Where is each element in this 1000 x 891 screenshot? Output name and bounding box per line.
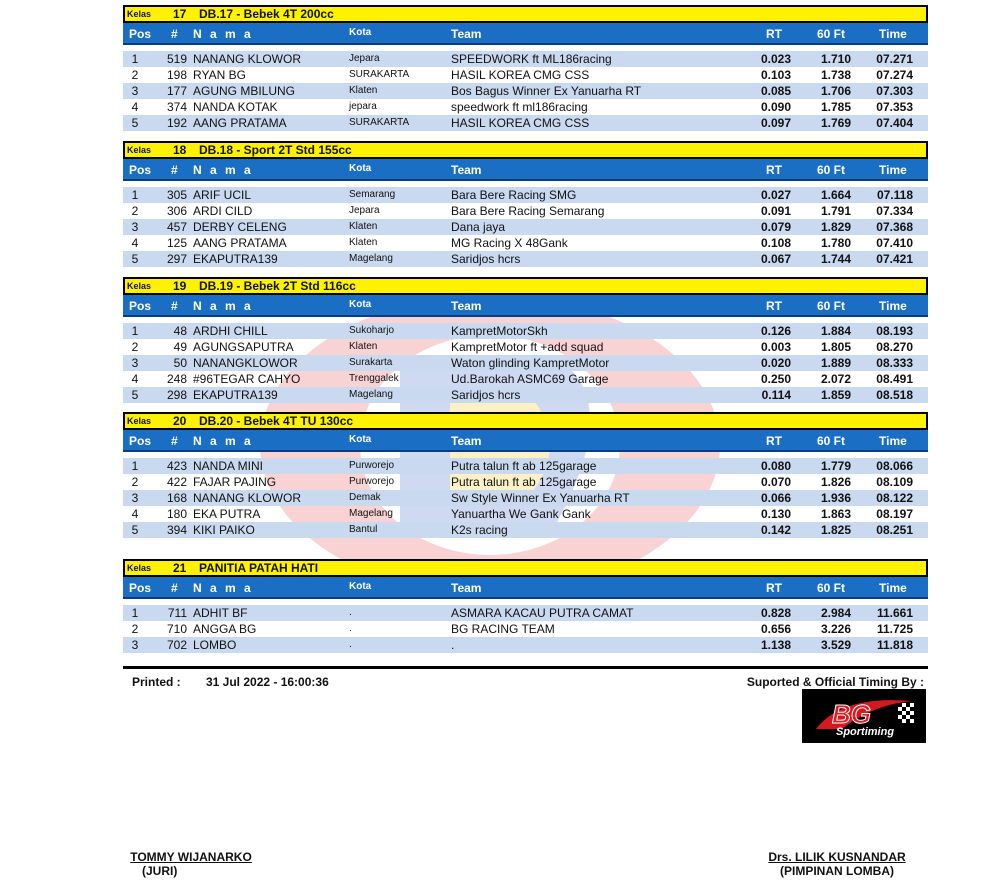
cell-name: KIKI PAIKO	[193, 523, 255, 537]
cell-kota: Bantul	[349, 524, 378, 535]
cell-rt: 0.126	[760, 324, 791, 338]
column-header-team: Team	[451, 581, 482, 595]
cell-pos: 5	[131, 252, 139, 266]
column-header-name: N a m a	[193, 434, 254, 448]
cell-name: AANG PRATAMA	[193, 116, 287, 130]
column-header-time: Time	[879, 299, 907, 313]
cell-name: ADHIT BF	[193, 606, 248, 620]
cell-name: EKAPUTRA139	[193, 252, 278, 266]
cell-rt: 0.085	[760, 84, 791, 98]
column-header-team: Team	[451, 27, 482, 41]
cell-time: 07.410	[876, 236, 913, 250]
footer-divider	[123, 666, 928, 669]
cell-ft: 1.884	[820, 324, 851, 338]
cell-no: 49	[173, 340, 187, 354]
cell-no: 248	[166, 372, 187, 386]
column-header-kota: Kota	[349, 27, 372, 38]
printed-label: Printed :	[132, 675, 181, 689]
results-rows	[123, 51, 928, 131]
cell-name: ARDI CILD	[193, 204, 253, 218]
cell-time: 07.334	[876, 204, 913, 218]
cell-time: 11.818	[876, 638, 913, 652]
kelas-label: Kelas	[127, 9, 152, 19]
cell-team: Dana jaya	[451, 220, 506, 234]
cell-no: 50	[173, 356, 187, 370]
cell-time: 08.122	[876, 491, 913, 505]
cell-time: 08.197	[876, 507, 913, 521]
cell-kota: Jepara	[349, 205, 380, 216]
cell-ft: 1.936	[820, 491, 851, 505]
cell-pos: 4	[131, 100, 139, 114]
pimpinan-name: Drs. LILIK KUSNANDAR	[768, 850, 906, 864]
cell-pos: 1	[131, 606, 139, 620]
cell-kota: Magelang	[349, 253, 393, 264]
cell-ft: 1.889	[820, 356, 851, 370]
cell-ft: 3.226	[820, 622, 851, 636]
column-header-pos: Pos	[129, 27, 152, 41]
table-row	[123, 355, 928, 371]
cell-team: MG Racing X 48Gank	[451, 236, 568, 250]
cell-time: 11.725	[876, 622, 913, 636]
cell-name: AGUNGSAPUTRA	[193, 340, 294, 354]
cell-team: HASIL KOREA CMG CSS	[451, 116, 590, 130]
cell-team: Ud.Barokah ASMC69 Garage	[451, 372, 609, 386]
cell-rt: 1.138	[760, 638, 791, 652]
cell-time: 08.270	[876, 340, 913, 354]
cell-time: 07.421	[876, 252, 913, 266]
cell-no: 422	[166, 475, 187, 489]
table-row	[123, 490, 928, 506]
cell-rt: 0.066	[760, 491, 791, 505]
cell-time: 07.303	[876, 84, 913, 98]
cell-kota: .	[349, 607, 352, 618]
pimpinan-role: (PIMPINAN LOMBA)	[780, 864, 894, 878]
cell-time: 08.066	[876, 459, 913, 473]
kelas-title: PANITIA PATAH HATI	[199, 561, 319, 575]
cell-time: 08.193	[876, 324, 913, 338]
kelas-title: DB.18 - Sport 2T Std 155cc	[199, 143, 352, 157]
kelas-header	[123, 412, 928, 430]
cell-ft: 1.769	[820, 116, 851, 130]
cell-pos: 2	[131, 340, 139, 354]
kelas-header	[123, 559, 928, 577]
table-row	[123, 99, 928, 115]
cell-name: #96TEGAR CAHYO	[193, 372, 301, 386]
table-row	[123, 621, 928, 637]
column-header-time: Time	[879, 581, 907, 595]
column-header-no: #	[171, 27, 178, 41]
cell-kota: Jepara	[349, 53, 380, 64]
kelas-number: 17	[173, 7, 187, 21]
cell-pos: 3	[131, 356, 139, 370]
cell-rt: 0.103	[760, 68, 791, 82]
column-header-ft: 60 Ft	[817, 163, 846, 177]
cell-name: NANANG KLOWOR	[193, 52, 302, 66]
cell-time: 07.271	[876, 52, 913, 66]
cell-no: 710	[166, 622, 187, 636]
cell-pos: 3	[131, 491, 139, 505]
cell-team: Saridjos hcrs	[451, 388, 521, 402]
cell-time: 08.109	[876, 475, 913, 489]
cell-no: 198	[166, 68, 187, 82]
column-header-name: N a m a	[193, 163, 254, 177]
printed-timestamp: 31 Jul 2022 - 16:00:36	[206, 675, 329, 689]
cell-name: DERBY CELENG	[193, 220, 287, 234]
cell-ft: 1.738	[820, 68, 851, 82]
kelas-label: Kelas	[127, 563, 152, 573]
cell-kota: SURAKARTA	[349, 117, 410, 128]
cell-ft: 1.829	[820, 220, 851, 234]
cell-time: 08.333	[876, 356, 913, 370]
cell-no: 394	[166, 523, 187, 537]
cell-name: ARIF UCIL	[193, 188, 252, 202]
cell-time: 07.368	[876, 220, 913, 234]
logo-mark: BG	[832, 699, 871, 729]
cell-kota: Trenggalek	[349, 373, 399, 384]
cell-ft: 1.780	[820, 236, 851, 250]
logo-subtitle: Sportiming	[836, 726, 895, 738]
kelas-label: Kelas	[127, 416, 152, 426]
class-section	[123, 277, 928, 403]
column-header-rt: RT	[766, 299, 782, 313]
table-row	[123, 51, 928, 67]
cell-no: 423	[166, 459, 187, 473]
cell-team: BG RACING TEAM	[451, 622, 555, 636]
column-header-ft: 60 Ft	[817, 581, 846, 595]
column-header-pos: Pos	[129, 581, 152, 595]
column-header-pos: Pos	[129, 299, 152, 313]
cell-team: speedwork ft ml186racing	[451, 100, 588, 114]
kelas-label: Kelas	[127, 145, 152, 155]
cell-no: 125	[166, 236, 187, 250]
cell-team: .	[451, 638, 455, 652]
kelas-label: Kelas	[127, 281, 152, 291]
cell-rt: 0.250	[760, 372, 791, 386]
kelas-number: 21	[173, 561, 187, 575]
bg-sportiming-logo	[802, 689, 926, 743]
cell-time: 08.518	[876, 388, 913, 402]
cell-rt: 0.090	[760, 100, 791, 114]
cell-ft: 1.706	[820, 84, 851, 98]
cell-name: EKAPUTRA139	[193, 388, 278, 402]
column-header-rt: RT	[766, 581, 782, 595]
column-header-ft: 60 Ft	[817, 434, 846, 448]
cell-pos: 3	[131, 638, 139, 652]
kelas-header	[123, 277, 928, 295]
cell-team: Sw Style Winner Ex Yanuarha RT	[451, 491, 630, 505]
column-header-time: Time	[879, 434, 907, 448]
cell-rt: 0.828	[760, 606, 791, 620]
column-header-no: #	[171, 299, 178, 313]
cell-no: 177	[166, 84, 187, 98]
cell-name: NANDA KOTAK	[193, 100, 278, 114]
cell-ft: 1.664	[820, 188, 851, 202]
cell-no: 457	[166, 220, 187, 234]
kelas-title: DB.17 - Bebek 4T 200cc	[199, 7, 334, 21]
cell-ft: 1.863	[820, 507, 851, 521]
table-row	[123, 637, 928, 653]
table-row	[123, 387, 928, 403]
table-row	[123, 83, 928, 99]
kelas-header	[123, 141, 928, 159]
cell-team: Bara Bere Racing SMG	[451, 188, 577, 202]
table-row	[123, 235, 928, 251]
cell-pos: 2	[131, 622, 139, 636]
cell-kota: Purworejo	[349, 476, 395, 487]
table-row	[123, 371, 928, 387]
cell-pos: 2	[131, 475, 139, 489]
table-row	[123, 605, 928, 621]
cell-no: 711	[167, 606, 187, 620]
cell-rt: 0.656	[760, 622, 791, 636]
cell-team: SPEEDWORK ft ML186racing	[451, 52, 612, 66]
column-header-kota: Kota	[349, 299, 372, 310]
cell-rt: 0.027	[760, 188, 791, 202]
cell-kota: Klaten	[349, 341, 378, 352]
cell-rt: 0.130	[760, 507, 791, 521]
cell-time: 07.118	[876, 188, 913, 202]
kelas-number: 18	[173, 143, 187, 157]
cell-ft: 1.744	[820, 252, 851, 266]
kelas-title: DB.20 - Bebek 4T TU 130cc	[199, 414, 354, 428]
pimpinan-signature	[762, 850, 912, 878]
table-row	[123, 251, 928, 267]
column-header-row	[123, 295, 928, 317]
cell-team: HASIL KOREA CMG CSS	[451, 68, 590, 82]
class-section	[123, 5, 928, 131]
cell-name: AGUNG MBILUNG	[193, 84, 296, 98]
column-header-no: #	[171, 581, 178, 595]
cell-kota: .	[349, 639, 352, 650]
cell-kota: Magelang	[349, 389, 393, 400]
cell-pos: 4	[131, 507, 139, 521]
cell-ft: 2.984	[820, 606, 851, 620]
cell-rt: 0.080	[760, 459, 791, 473]
kelas-number: 20	[173, 414, 187, 428]
timing-support-label: Suported & Official Timing By :	[746, 675, 924, 689]
table-row	[123, 203, 928, 219]
column-header-no: #	[171, 163, 178, 177]
table-row	[123, 115, 928, 131]
table-row	[123, 187, 928, 203]
cell-rt: 0.003	[760, 340, 791, 354]
cell-pos: 2	[131, 68, 139, 82]
cell-team: Putra talun ft ab 125garage	[451, 475, 597, 489]
table-row	[123, 474, 928, 490]
column-header-kota: Kota	[349, 581, 372, 592]
cell-team: KampretMotorSkh	[451, 324, 548, 338]
cell-rt: 0.079	[760, 220, 791, 234]
cell-kota: Semarang	[349, 189, 396, 200]
class-section	[123, 559, 928, 653]
cell-no: 702	[166, 638, 187, 652]
cell-time: 08.491	[876, 372, 913, 386]
cell-ft: 1.710	[820, 52, 851, 66]
column-header-team: Team	[451, 434, 482, 448]
cell-kota: Demak	[349, 492, 381, 503]
cell-ft: 1.805	[820, 340, 851, 354]
column-header-team: Team	[451, 299, 482, 313]
cell-name: ANGGA BG	[193, 622, 257, 636]
column-header-row	[123, 430, 928, 452]
cell-kota: Purworejo	[349, 460, 395, 471]
cell-ft: 1.859	[820, 388, 851, 402]
cell-ft: 1.791	[820, 204, 851, 218]
cell-time: 07.274	[876, 68, 913, 82]
column-header-name: N a m a	[193, 299, 254, 313]
cell-rt: 0.070	[760, 475, 791, 489]
results-rows	[123, 323, 928, 403]
cell-name: NANANGKLOWOR	[193, 356, 298, 370]
cell-kota: Magelang	[349, 508, 393, 519]
cell-name: EKA PUTRA	[193, 507, 261, 521]
column-header-ft: 60 Ft	[817, 299, 846, 313]
juri-role: (JURI)	[142, 864, 178, 878]
cell-kota: Klaten	[349, 237, 378, 248]
cell-name: ARDHI CHILL	[193, 324, 268, 338]
cell-kota: jepara	[349, 101, 377, 112]
cell-rt: 0.091	[760, 204, 791, 218]
cell-no: 297	[166, 252, 187, 266]
juri-signature	[126, 850, 256, 878]
cell-pos: 5	[131, 523, 139, 537]
cell-pos: 1	[131, 188, 139, 202]
cell-kota: Klaten	[349, 85, 378, 96]
cell-team: KampretMotor ft +add squad	[451, 340, 604, 354]
table-row	[123, 506, 928, 522]
cell-no: 306	[166, 204, 187, 218]
cell-no: 519	[166, 52, 187, 66]
column-header-time: Time	[879, 163, 907, 177]
column-header-row	[123, 23, 928, 45]
results-rows	[123, 605, 928, 653]
column-header-name: N a m a	[193, 581, 254, 595]
cell-kota: SURAKARTA	[349, 69, 410, 80]
cell-ft: 3.529	[820, 638, 851, 652]
cell-rt: 0.097	[760, 116, 791, 130]
column-header-kota: Kota	[349, 163, 372, 174]
column-header-pos: Pos	[129, 434, 152, 448]
column-header-no: #	[171, 434, 178, 448]
cell-rt: 0.067	[760, 252, 791, 266]
cell-team: ASMARA KACAU PUTRA CAMAT	[451, 606, 634, 620]
cell-team: Bara Bere Racing Semarang	[451, 204, 605, 218]
table-row	[123, 219, 928, 235]
cell-pos: 1	[131, 52, 139, 66]
column-header-rt: RT	[766, 27, 782, 41]
cell-no: 192	[166, 116, 187, 130]
cell-ft: 1.779	[820, 459, 851, 473]
cell-pos: 5	[131, 116, 139, 130]
column-header-name: N a m a	[193, 27, 254, 41]
cell-pos: 3	[131, 220, 139, 234]
column-header-pos: Pos	[129, 163, 152, 177]
column-header-team: Team	[451, 163, 482, 177]
cell-name: NANDA MINI	[193, 459, 264, 473]
cell-pos: 2	[131, 204, 139, 218]
cell-time: 08.251	[876, 523, 913, 537]
cell-name: LOMBO	[193, 638, 237, 652]
table-row	[123, 339, 928, 355]
cell-no: 180	[166, 507, 187, 521]
cell-name: RYAN BG	[193, 68, 246, 82]
cell-name: FAJAR PAJING	[193, 475, 277, 489]
column-header-rt: RT	[766, 434, 782, 448]
column-header-row	[123, 577, 928, 599]
cell-no: 48	[173, 324, 187, 338]
cell-kota: .	[349, 623, 352, 634]
cell-rt: 0.108	[760, 236, 791, 250]
results-rows	[123, 187, 928, 267]
cell-name: AANG PRATAMA	[193, 236, 287, 250]
table-row	[123, 323, 928, 339]
cell-rt: 0.114	[761, 388, 791, 402]
results-rows	[123, 458, 928, 538]
cell-team: Waton glinding KampretMotor	[451, 356, 610, 370]
cell-kota: Surakarta	[349, 357, 393, 368]
cell-no: 374	[166, 100, 187, 114]
cell-team: Yanuartha We Gank Gank	[451, 507, 591, 521]
cell-ft: 1.825	[820, 523, 851, 537]
cell-team: K2s racing	[451, 523, 508, 537]
cell-kota: Sukoharjo	[349, 325, 395, 336]
cell-pos: 3	[131, 84, 139, 98]
cell-rt: 0.142	[760, 523, 791, 537]
cell-time: 11.661	[876, 606, 913, 620]
cell-pos: 4	[131, 372, 139, 386]
cell-pos: 1	[131, 324, 139, 338]
cell-ft: 1.785	[820, 100, 851, 114]
kelas-number: 19	[173, 279, 187, 293]
column-header-kota: Kota	[349, 434, 372, 445]
cell-time: 07.404	[876, 116, 913, 130]
cell-name: NANANG KLOWOR	[193, 491, 302, 505]
column-header-ft: 60 Ft	[817, 27, 846, 41]
cell-rt: 0.023	[760, 52, 791, 66]
cell-pos: 4	[131, 236, 139, 250]
cell-pos: 5	[131, 388, 139, 402]
table-row	[123, 458, 928, 474]
column-header-row	[123, 159, 928, 181]
cell-no: 298	[166, 388, 187, 402]
column-header-time: Time	[879, 27, 907, 41]
kelas-header	[123, 5, 928, 23]
juri-name: TOMMY WIJANARKO	[130, 850, 252, 864]
cell-ft: 1.826	[820, 475, 851, 489]
cell-time: 07.353	[876, 100, 913, 114]
table-row	[123, 522, 928, 538]
cell-team: Saridjos hcrs	[451, 252, 521, 266]
cell-team: Putra talun ft ab 125garage	[451, 459, 597, 473]
kelas-title: DB.19 - Bebek 2T Std 116cc	[199, 279, 356, 293]
cell-no: 305	[166, 188, 187, 202]
table-row	[123, 67, 928, 83]
cell-team: Bos Bagus Winner Ex Yanuarha RT	[451, 84, 642, 98]
cell-pos: 1	[131, 459, 139, 473]
column-header-rt: RT	[766, 163, 782, 177]
cell-kota: Klaten	[349, 221, 378, 232]
cell-rt: 0.020	[760, 356, 791, 370]
class-section	[123, 141, 928, 267]
class-section	[123, 412, 928, 538]
cell-ft: 2.072	[820, 372, 851, 386]
cell-no: 168	[166, 491, 187, 505]
